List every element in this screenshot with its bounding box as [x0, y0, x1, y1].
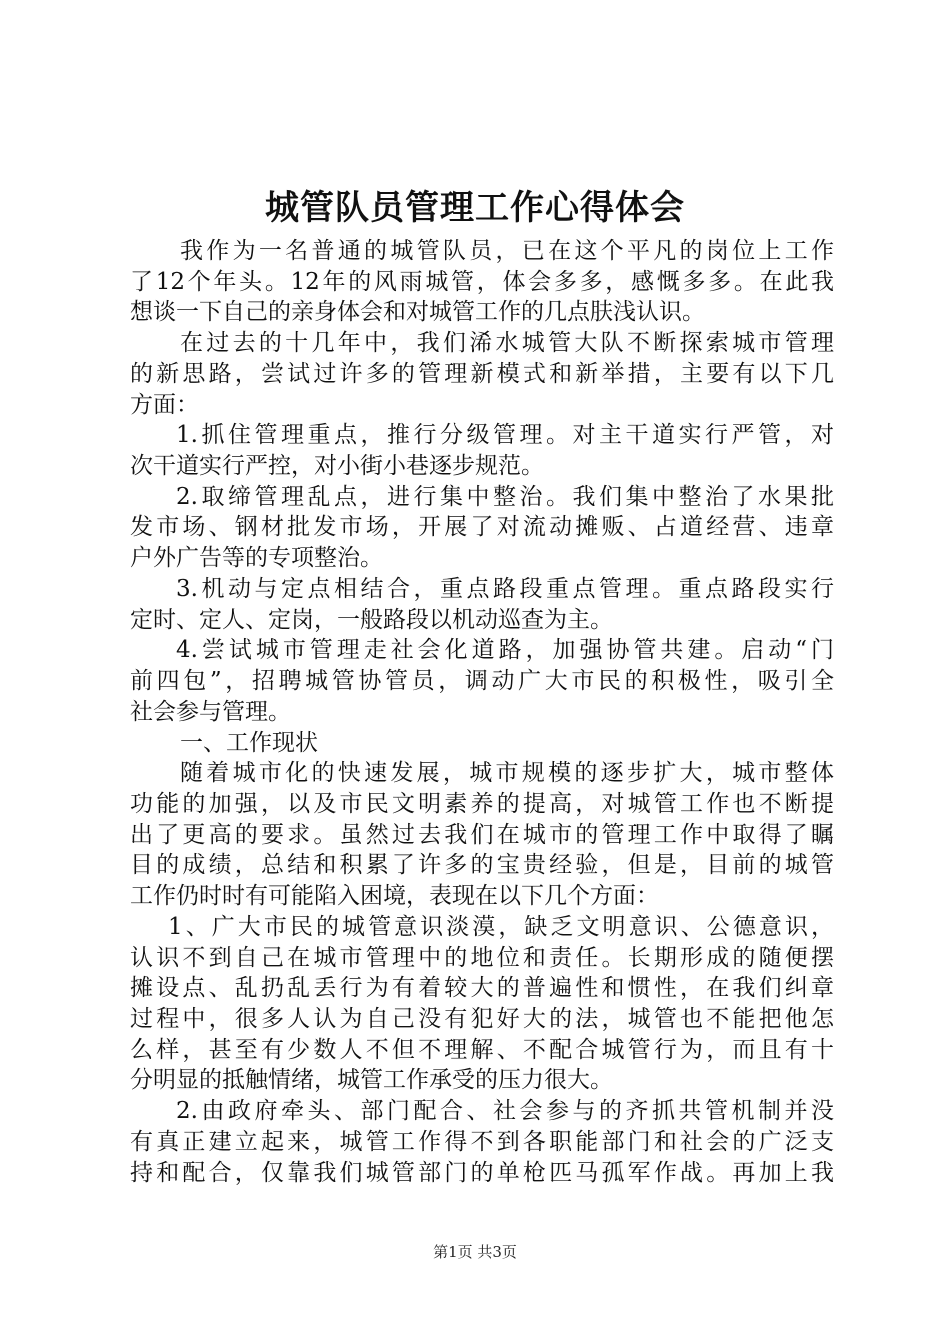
body-line: 摊设点、乱扔乱丢行为有着较大的普遍性和惯性，在我们纠章: [130, 975, 834, 1002]
body-line: 有真正建立起来，城管工作得不到各职能部门和社会的广泛支: [130, 1128, 834, 1155]
body-line: 过程中，很多人认为自己没有犯好大的法，城管也不能把他怎: [130, 1005, 834, 1032]
page-footer: 第1页 共3页: [433, 1243, 517, 1261]
body-line: 4.尝试城市管理走社会化道路，加强协管共建。启动“门: [176, 637, 834, 664]
body-line: 方面：: [130, 391, 199, 418]
body-line: 么样，甚至有少数人不但不理解、不配合城管行为，而且有十: [130, 1036, 834, 1063]
body-line: 在过去的十几年中，我们浠水城管大队不断探索城市管理: [180, 330, 834, 357]
body-line: 随着城市化的快速发展，城市规模的逐步扩大，城市整体: [180, 760, 834, 787]
body-line: 目的成绩，总结和积累了许多的宝贵经验，但是，目前的城管: [130, 852, 834, 879]
body-line: 定时、定人、定岗，一般路段以机动巡查为主。: [130, 606, 613, 633]
body-line: 的新思路，尝试过许多的管理新模式和新举措，主要有以下几: [130, 360, 834, 387]
document-body: [130, 236, 834, 1188]
body-line: 3.机动与定点相结合，重点路段重点管理。重点路段实行: [176, 575, 834, 602]
body-line: 社会参与管理。: [130, 698, 291, 725]
body-line: 功能的加强，以及市民文明素养的提高，对城管工作也不断提: [130, 790, 834, 817]
body-line: 次干道实行严控，对小街小巷逐步规范。: [130, 453, 544, 480]
body-line: 2.取缔管理乱点，进行集中整治。我们集中整治了水果批: [176, 483, 834, 510]
body-line: 了12个年头。12年的风雨城管，体会多多，感慨多多。在此我: [130, 268, 834, 295]
body-line: 工作仍时时有可能陷入困境，表现在以下几个方面：: [130, 883, 659, 910]
body-line: 2.由政府牵头、部门配合、社会参与的齐抓共管机制并没: [176, 1098, 834, 1125]
body-line: 想谈一下自己的亲身体会和对城管工作的几点肤浅认识。: [130, 299, 705, 326]
body-line: 持和配合，仅靠我们城管部门的单枪匹马孤军作战。再加上我: [130, 1159, 834, 1186]
body-line: 一、工作现状: [180, 729, 318, 756]
body-line: 户外广告等的专项整治。: [130, 545, 383, 572]
body-line: 1.抓住管理重点，推行分级管理。对主干道实行严管，对: [176, 422, 834, 449]
body-line: 分明显的抵触情绪，城管工作承受的压力很大。: [130, 1067, 613, 1094]
body-line: 1、广大市民的城管意识淡漠，缺乏文明意识、公德意识，: [168, 913, 834, 940]
document-title: 城管队员管理工作心得体会: [265, 188, 685, 228]
body-line: 我作为一名普通的城管队员，已在这个平凡的岗位上工作: [180, 238, 834, 264]
body-line: 前四包”，招聘城管协管员，调动广大市民的积极性，吸引全: [130, 668, 834, 695]
body-line: 出了更高的要求。虽然过去我们在城市的管理工作中取得了瞩: [130, 821, 834, 848]
body-line: 认识不到自己在城市管理中的地位和责任。长期形成的随便摆: [130, 944, 834, 971]
body-line: 发市场、钢材批发市场，开展了对流动摊贩、占道经营、违章: [130, 514, 834, 541]
